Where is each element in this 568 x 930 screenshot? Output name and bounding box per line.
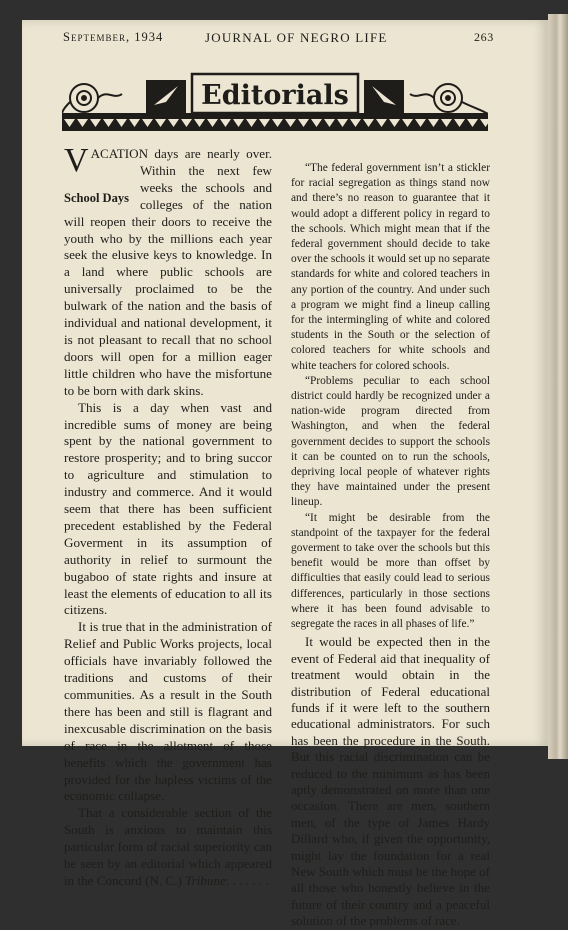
paragraph-1-text: days are nearly over. Within the next few weeks the schools and colleges of the nation will reopen their doors to receive the youth who by the millions each year seek the elusive keys to knowledge. In a land where public schools are universally proclaimed to be the bulwark of the nation and the basis of individual and national development, it is not pleasant to recall that no school doors will open for a million eager little children who have the misfortune to be born with dark skins. [64,146,272,398]
sidehead-school-days: School Days [64,191,129,205]
quote-paragraph-2: “Problems peculiar to each school district could hardly be recognized under a nation-wide program directed from Washington, and when the federal government decides to support the schools it can be counted on to run the schools, depriving local people of whatever rights they have maintained under the present lineup. [291,374,490,509]
banner-title: Editorials [201,80,349,111]
header-journal-title: JOURNAL OF NEGRO LIFE [205,30,388,45]
drop-cap: V [64,142,89,179]
paragraph-5: It would be expected then in the event of Federal aid that inequality of treatment would obtain in the distribution of Federal educational funds if it were left to the southern educational administrators. For such has been the procedure in the South. But this racial discrimination can be reduced to the minimum as has been aptly demonstrated on more than one occasion. There are men, southern men, of the type of James Hardy Dillard who, if given the opportunity, might lay the foundation for a real New South which must be the hope of all those who honestly believe in the future of their country and a peaceful solution of the problems of race. [291,634,490,929]
right-scroll-ornament-icon [410,84,488,114]
paragraph-3: It is true that in the administration of Relief and Public Works projects, local officials have invariably followed the traditions and customs of their communities. As a result in the South there has been and still is flagrant and inexcusable discrimination on the basis of race in the allotment of those benefits which the government has provided for the hapless victims of the economic collapse. [64,619,272,804]
opening-words: ACATION [90,146,149,161]
paragraph-4-end: : . . . . . . [225,872,269,888]
right-column [291,161,490,930]
page-stack-edge [548,14,568,759]
page-number: 263 [474,30,494,44]
paragraph-opening [64,142,272,400]
paragraph-2: This is a day when vast and incredible sums of money are being spent by the national government to restore prosperity; and to bring succor to agriculture and stimulation to industry and commerce. And it would seem that there has been sufficient precedent established by the Federal Goverment in its assumption of authority in relief to surmount the bugaboo of state rights and insure at least the elements of education to all its citizens. [64,399,272,618]
left-column [64,142,272,890]
paragraph-4 [64,805,272,890]
tribune-italic: Tribune [185,872,226,888]
paragraph-4-text: That a considerable section of the South is anxious to maintain this particular form of racial superiority can be seen by an editorial which appeared in the Concord (N. C.) [64,805,272,888]
left-scroll-ornament-icon [62,84,122,114]
editorials-banner [62,64,488,136]
header-date: September, 1934 [63,30,164,44]
quote-paragraph-1: “The federal government isn’t a stickler for racial segregation as things stand now and there’s no reason to guarantee that it would adopt a different policy in regard to the schools. Which might mean that if the federal government should decide to take over the schools it would set up no separate standards for white and colored teachers in any portion of the country. And under such a program we might find a lineup calling for the intermingling of white and colored students in the South or the selection of colored teachers for white schools and white teachers for colored schools. [291,162,490,372]
quote-paragraph-3: “It might be desirable from the standpoint of the taxpayer for the federal goverment to take over the schools but this benefit would be more than offset by difficulties that easily could lead to serious differences, particularly in those sections where it has been found advisable to segregate the races in all phases of life.” [291,511,490,631]
